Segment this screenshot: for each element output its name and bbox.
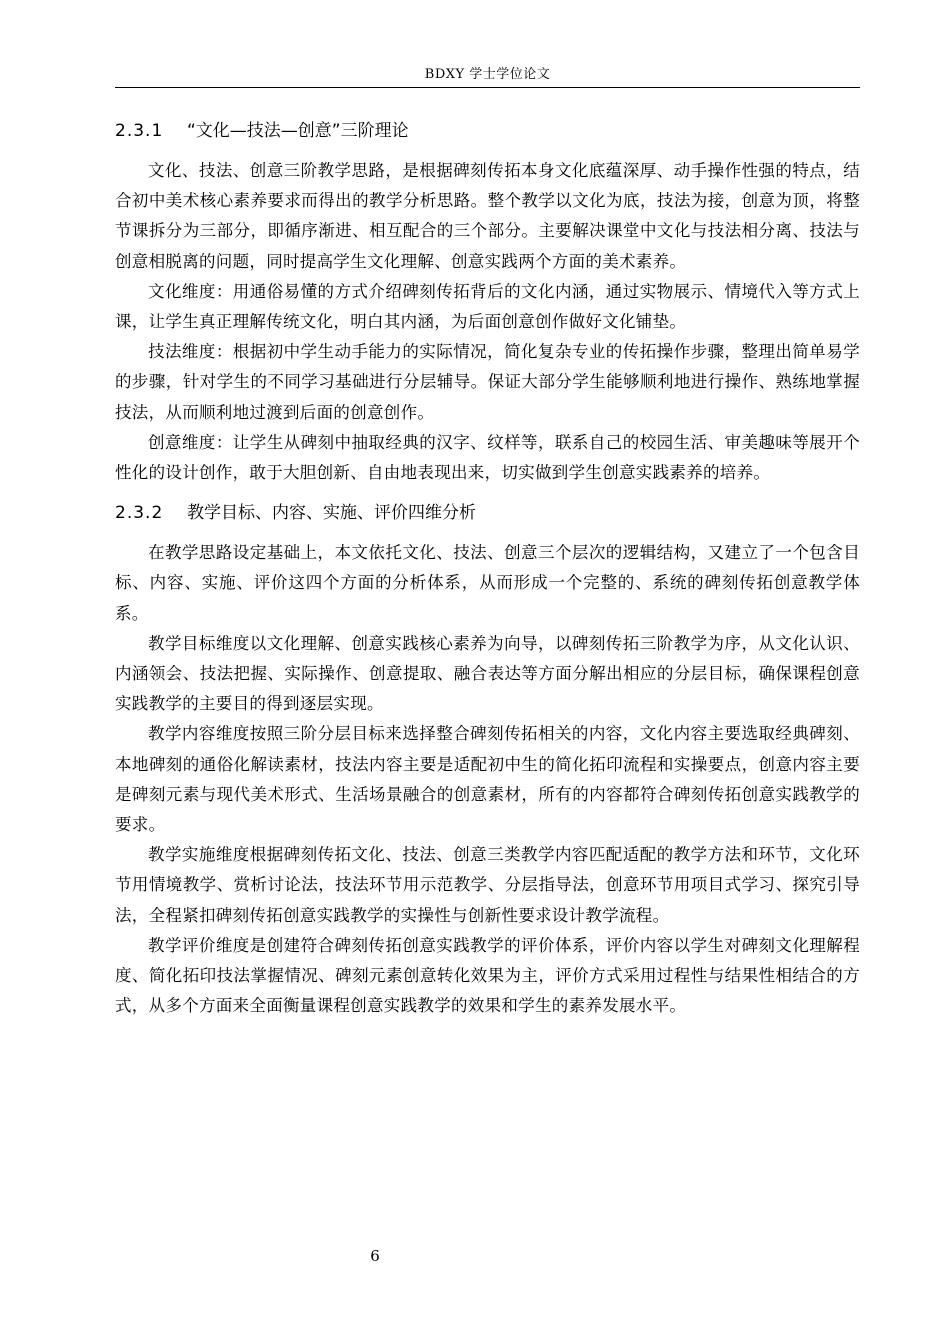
- section-heading-2-3-1: [115, 114, 860, 148]
- paragraph: 教学评价维度是创建符合碑刻传拓创意实践教学的评价体系，评价内容以学生对碑刻文化理解程度、简化拓印技法掌握情况、碑刻元素创意转化效果为主，评价方式采用过程性与结果性相结合的方式，从多个方面来全面衡量课程创意实践教学的效果和学生的素养发展水平。: [115, 935, 860, 1016]
- section-number: 2.3.2: [115, 503, 164, 524]
- section-title: 教学目标、内容、实施、评价四维分析: [187, 503, 476, 524]
- paragraph: 教学实施维度根据碑刻传拓文化、技法、创意三类教学内容匹配适配的教学方法和环节，文化环节用情境教学、赏析讨论法，技法环节用示范教学、分层指导法，创意环节用项目式学习、探究引导法，全程紧扣碑刻传拓创意实践教学的实操性与创新性要求设计教学流程。: [115, 845, 860, 925]
- section-title: “文化—技法—创意”三阶理论: [187, 121, 409, 141]
- paragraph: 创意维度：让学生从碑刻中抽取经典的汉字、纹样等，联系自己的校园生活、审美趣味等展开个性化的设计创作，敢于大胆创新、自由地表现出来，切实做到学生创意实践素养的培养。: [115, 432, 860, 483]
- paragraph: 技法维度：根据初中学生动手能力的实际情况，简化复杂专业的传拓操作步骤，整理出简单易学的步骤，针对学生的不同学习基础进行分层辅导。保证大部分学生能够顺利地进行操作、熟练地掌握技法，从而顺利地过渡到后面的创意创作。: [115, 342, 860, 422]
- section-number: 2.3.1: [115, 121, 164, 141]
- paragraph: 在教学思路设定基础上，本文依托文化、技法、创意三个层次的逻辑结构，又建立了一个包含目标、内容、实施、评价这四个方面的分析体系，从而形成一个完整的、系统的碑刻传拓创意教学体系。: [115, 543, 860, 623]
- page-number: 6: [370, 1247, 380, 1265]
- paragraph: 教学目标维度以文化理解、创意实践核心素养为向导，以碑刻传拓三阶教学为序，从文化认识、内涵领会、技法把握、实际操作、创意提取、融合表达等方面分解出相应的分层目标，确保课程创意实践教学的主要目的得到逐层实现。: [115, 633, 860, 714]
- header-divider: [115, 87, 860, 88]
- section-heading-2-3-2: [115, 496, 860, 530]
- paragraph: 文化维度：用通俗易懂的方式介绍碑刻传拓背后的文化内涵，通过实物展示、情境代入等方式上课，让学生真正理解传统文化，明白其内涵，为后面创意创作做好文化铺垫。: [115, 281, 860, 332]
- paragraph: 教学内容维度按照三阶分层目标来选择整合碑刻传拓相关的内容，文化内容主要选取经典碑刻、本地碑刻的通俗化解读素材，技法内容主要是适配初中生的简化拓印流程和实操要点，创意内容主要是碑刻元素与现代美术形式、生活场景融合的创意素材，所有的内容都符合碑刻传拓创意实践教学的要求。: [115, 724, 860, 835]
- running-header: BDXY 学士学位论文: [424, 67, 551, 82]
- document-body: [115, 114, 860, 1021]
- paragraph: 文化、技法、创意三阶教学思路，是根据碑刻传拓本身文化底蕴深厚、动手操作性强的特点，结合初中美术核心素养要求而得出的教学分析思路。整个教学以文化为底，技法为接，创意为顶，将整节课拆分为三部分，即循序渐进、相互配合的三个部分。主要解决课堂中文化与技法相分离、技法与创意相脱离的问题，同时提高学生文化理解、创意实践两个方面的美术素养。: [115, 161, 860, 271]
